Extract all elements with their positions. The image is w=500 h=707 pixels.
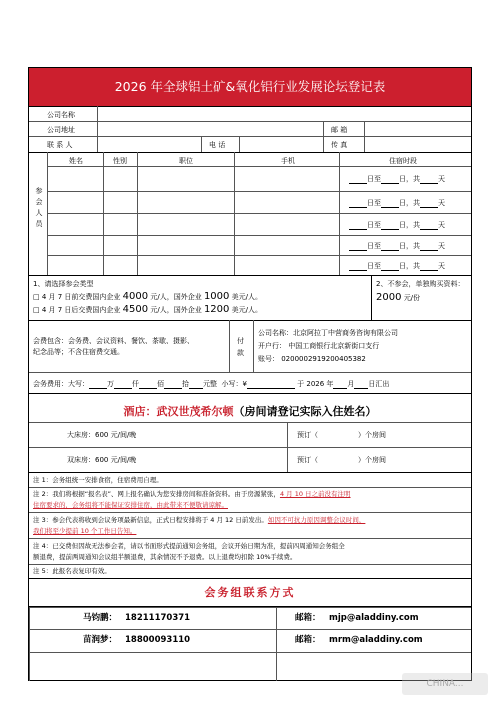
contact-1-name: 马钧鹏： — [83, 613, 118, 623]
contact-person-label: 联 系 人 — [47, 141, 73, 149]
divider — [29, 152, 471, 153]
note-2-continued: 住宿要求的，会务组将不能保证安排住宿，由此带来不便敬请谅解。 — [33, 501, 228, 509]
divider — [29, 372, 471, 373]
note-3-continued: 我们将至少提前 10 个工作日告知。 — [33, 527, 137, 535]
stay-row: 日至 日，共 天 — [349, 261, 445, 271]
stay-row: 日至 日，共 天 — [349, 174, 445, 184]
contact-2-phone[interactable]: 18800093110 — [125, 635, 191, 645]
stay-row: 日至 日，共 天 — [349, 198, 445, 208]
divider — [364, 121, 365, 152]
header-gender: 性别 — [113, 157, 127, 165]
note-5: 注 5：此报名表复印有效。 — [33, 567, 111, 575]
registration-form — [28, 67, 472, 607]
note-1: 注 1：会务组统一安排食宿，住宿费用自理。 — [33, 476, 163, 484]
divider — [29, 472, 471, 473]
fee-includes-line1: 会费包含：会务费、会议资料、餐饮、茶歇、摄影、 — [33, 337, 194, 345]
divider — [47, 166, 471, 167]
header-mobile: 手机 — [281, 157, 295, 165]
divider — [47, 191, 471, 192]
room-king: 大床房：600 元/间/晚 — [67, 431, 137, 439]
divider — [29, 447, 471, 448]
postcode-label: 邮 箱 — [331, 126, 348, 134]
header-stay: 住宿时段 — [389, 157, 417, 165]
divider — [47, 235, 471, 236]
form-title: 2026 年全球铝土矿&氧化铝行业发展论坛登记表 — [29, 68, 471, 106]
contact-1-email-label: 邮箱： — [295, 613, 321, 623]
divider — [229, 320, 230, 372]
contact-title: 会务组联系方式 — [204, 586, 296, 599]
divider — [29, 106, 471, 107]
note-3: 注 3：参会代表将收到会议务项最新信息，正式日程安排将于 4 月 12 日前发出。如因不可抗力原因调整会议时间， — [33, 516, 366, 524]
contact-2-email-label: 邮箱： — [295, 635, 321, 645]
stay-row: 日至 日，共 天 — [349, 241, 445, 251]
header-name: 姓名 — [69, 157, 83, 165]
divider — [29, 512, 471, 513]
divider — [29, 607, 471, 608]
company-name-label: 公司名称 — [47, 111, 75, 119]
non-attend-label: 2、不参会，单独购买资料： — [376, 280, 465, 288]
divider — [97, 106, 98, 152]
divider — [29, 136, 471, 137]
divider — [29, 578, 471, 579]
non-attend-price: 2000 元/份 — [376, 292, 421, 303]
divider — [29, 607, 30, 681]
divider — [29, 652, 471, 653]
divider — [323, 121, 324, 152]
divider — [29, 629, 471, 630]
header-position: 职位 — [179, 157, 193, 165]
total-fee-line: 会务费用：大写： 万 仟 佰 拾 元整 小写：¥ 于 2026 年 月 日汇出 — [33, 380, 390, 388]
divider — [29, 393, 471, 394]
fee-option-1[interactable]: □ 4 月 7 日前交费国内企业 4000 元/人，国外企业 1000 美元/人。 — [33, 291, 262, 302]
attendees-side-label: 参会人员 — [35, 187, 43, 228]
reserve-king[interactable]: 预订（ ）个房间 — [297, 431, 386, 439]
account-name: 公司名称：北京阿拉丁中营商务咨询有限公司 — [258, 329, 398, 337]
fax-label: 传 真 — [331, 141, 348, 149]
bank-name: 开户行： 中国工商银行北京新街口支行 — [258, 342, 380, 350]
divider — [253, 320, 254, 372]
contact-2-email[interactable]: mrm@aladdiny.com — [329, 635, 423, 645]
divider — [29, 487, 471, 488]
contact-1-email[interactable]: mjp@aladdiny.com — [329, 613, 419, 623]
divider — [371, 275, 372, 320]
payment-label: 款 — [237, 349, 244, 357]
company-name-field[interactable] — [102, 110, 462, 120]
note-4-continued: 额退费，提前两周通知会议组半额退费，其余情况不予退费。以上退费均扣除 10%手续费。 — [33, 553, 297, 561]
fee-option-2[interactable]: □ 4 月 7 日后交费国内企业 4500 元/人，国外企业 1200 美元/人。 — [33, 304, 262, 315]
divider — [137, 152, 138, 275]
divider — [29, 422, 471, 423]
divider — [29, 538, 471, 539]
watermark: CHINA... — [402, 673, 488, 695]
fee-type-label: 1、请选择参会类型 — [33, 280, 94, 288]
divider — [339, 152, 340, 275]
divider — [29, 121, 471, 122]
divider — [47, 213, 471, 214]
account-number: 账号： 0200002919200405382 — [258, 355, 366, 363]
divider — [29, 564, 471, 565]
hotel-title: 酒店：武汉世茂希尔顿（房间请登记实际入住姓名） — [123, 405, 377, 418]
divider — [276, 607, 277, 681]
divider — [239, 136, 240, 152]
divider — [29, 275, 471, 276]
fee-includes-line2: 纪念品等；不含住宿费交通。 — [33, 348, 124, 356]
stay-row: 日至 日，共 天 — [349, 220, 445, 230]
divider — [29, 320, 471, 321]
divider — [47, 255, 471, 256]
contact-2-name: 苗润梦： — [83, 635, 118, 645]
contact-1-phone[interactable]: 18211170371 — [125, 613, 191, 623]
payment-label: 付 — [237, 337, 244, 345]
divider — [103, 152, 104, 275]
contact-section — [28, 607, 472, 681]
note-4: 注 4：已交费但因故无法参会者，请以书面形式提前通知会务组，会议开始日期为准，提前四周通知会务组全 — [33, 542, 345, 550]
room-twin: 双床房：600 元/间/晚 — [67, 456, 137, 464]
note-2: 注 2：我们将根据“报名表”、网上报名确认为您安排房间和准备资料。由于房源紧张，4 月 10 日之前没有注明 — [33, 490, 351, 498]
reserve-twin[interactable]: 预订（ ）个房间 — [297, 456, 386, 464]
divider — [201, 136, 202, 152]
divider — [234, 152, 235, 275]
company-address-label: 公司地址 — [47, 126, 75, 134]
phone-label: 电 话 — [209, 141, 226, 149]
